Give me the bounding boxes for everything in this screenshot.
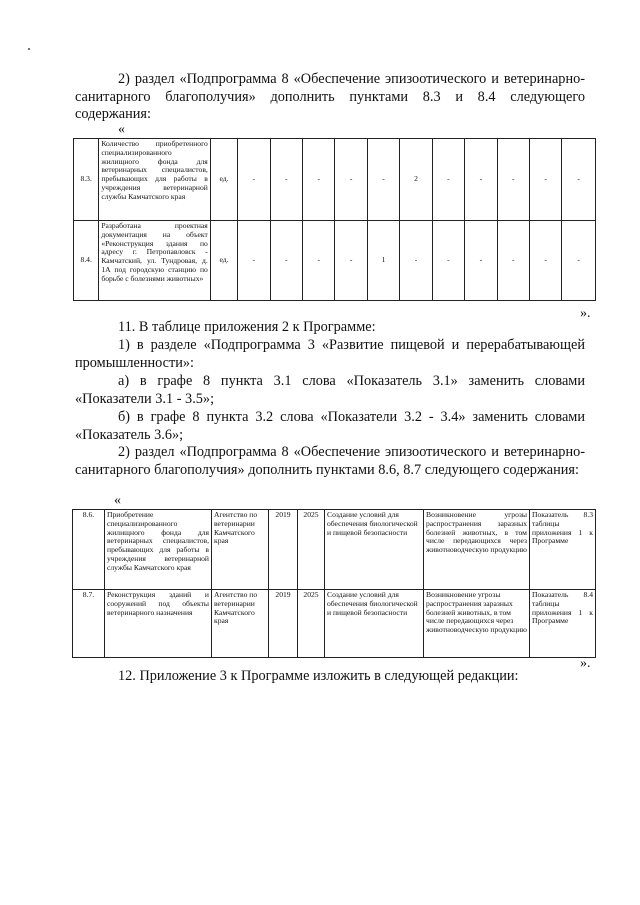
value-cell: - bbox=[238, 139, 270, 221]
table-row bbox=[73, 590, 596, 658]
value-cell: - bbox=[465, 221, 497, 301]
start-year: 2019 bbox=[269, 510, 298, 590]
value-cell: 2 bbox=[400, 139, 432, 221]
value-cell: - bbox=[400, 221, 432, 301]
end-year: 2025 bbox=[298, 590, 325, 658]
open-quote-1: « bbox=[118, 122, 125, 137]
value-cell: - bbox=[497, 221, 529, 301]
value-cell: - bbox=[497, 139, 529, 221]
value-cell: - bbox=[562, 139, 596, 221]
value-cell: - bbox=[529, 221, 561, 301]
consequence-cell: Возникновение угрозы распространения заразных болезней животных, в том числе передающихся через животноводческую продукцию bbox=[424, 590, 530, 658]
expected-result: Создание условий для обеспечения биологической и пищевой безопасности bbox=[325, 590, 424, 658]
row-number: 8.7. bbox=[73, 590, 105, 658]
table-indicators bbox=[73, 138, 596, 301]
table-measures bbox=[72, 509, 596, 658]
value-cell: - bbox=[432, 221, 464, 301]
value-cell: - bbox=[432, 139, 464, 221]
value-cell: 1 bbox=[367, 221, 399, 301]
executor-cell: Агентство по ветеринарии Камчатского края bbox=[212, 510, 269, 590]
paragraph-section3: 1) в разделе «Подпрограмма 3 «Развитие пищевой и перерабатывающей промышленности»: bbox=[75, 337, 585, 371]
value-cell: - bbox=[303, 221, 335, 301]
indicator-name: Разработана проектная документация на объект «Реконструкция здания по адресу г. Петропавловск - Камчатский, ул. Тундровая, д. 1А под городскую станцию по борьбе с болезнями животных» bbox=[99, 221, 210, 301]
unit-cell: ед. bbox=[210, 139, 237, 221]
paragraph-sub-a: а) в графе 8 пункта 3.1 слова «Показатель 3.1» заменить словами «Показатели 3.1 - 3.5»; bbox=[75, 373, 585, 407]
consequence-cell: Возникновение угрозы распространения заразных болезней животных, в том числе передающихся через животноводческую продукцию bbox=[424, 510, 530, 590]
close-quote-2: ». bbox=[580, 656, 591, 671]
row-number: 8.6. bbox=[73, 510, 105, 590]
table-row bbox=[73, 510, 596, 590]
table-row bbox=[74, 221, 596, 301]
value-cell: - bbox=[562, 221, 596, 301]
expected-result: Создание условий для обеспечения биологической и пищевой безопасности bbox=[325, 510, 424, 590]
close-quote-1: ». bbox=[580, 306, 591, 321]
scan-speck bbox=[28, 48, 30, 50]
paragraph-item-12: 12. Приложение 3 к Программе изложить в следующей редакции: bbox=[118, 668, 519, 684]
value-cell: - bbox=[335, 139, 367, 221]
executor-cell: Агентство по ветеринарии Камчатского края bbox=[212, 590, 269, 658]
paragraph-section8-items: 2) раздел «Подпрограмма 8 «Обеспечение эпизоотического и ветеринарно-санитарного благополучия» дополнить пунктами 8.6, 8.7 следующего содержания: bbox=[75, 444, 585, 478]
indicator-link: Показатель 8.3 таблицы приложения 1 к Программе bbox=[530, 510, 596, 590]
value-cell: - bbox=[303, 139, 335, 221]
indicator-name: Количество приобретенного специализированного жилищного фонда для ветеринарных специалистов, пребывающих для работы в учреждения ветеринарной службы Камчатского края bbox=[99, 139, 210, 221]
row-number: 8.4. bbox=[74, 221, 99, 301]
measure-name: Приобретение специализированного жилищного фонда для ветеринарных специалистов, пребывающих для работы в учреждения ветеринарной службы Камчатского края bbox=[105, 510, 212, 590]
value-cell: - bbox=[367, 139, 399, 221]
value-cell: - bbox=[238, 221, 270, 301]
unit-cell: ед. bbox=[210, 221, 237, 301]
open-quote-2: « bbox=[114, 493, 121, 508]
value-cell: - bbox=[270, 139, 302, 221]
value-cell: - bbox=[335, 221, 367, 301]
end-year: 2025 bbox=[298, 510, 325, 590]
indicator-link: Показатель 8.4 таблицы приложения 1 к Программе bbox=[530, 590, 596, 658]
paragraph-sub-b: б) в графе 8 пункта 3.2 слова «Показатели 3.2 - 3.4» заменить словами «Показатель 3.6»; bbox=[75, 409, 585, 443]
start-year: 2019 bbox=[269, 590, 298, 658]
value-cell: - bbox=[465, 139, 497, 221]
value-cell: - bbox=[270, 221, 302, 301]
paragraph-section8-intro: 2) раздел «Подпрограмма 8 «Обеспечение эпизоотического и ветеринарно-санитарного благополучия» дополнить пунктами 8.3 и 8.4 следующего содержания: bbox=[75, 71, 585, 122]
value-cell: - bbox=[529, 139, 561, 221]
table-row bbox=[74, 139, 596, 221]
row-number: 8.3. bbox=[74, 139, 99, 221]
measure-name: Реконструкция зданий и сооружений под объекты ветеринарного назначения bbox=[105, 590, 212, 658]
paragraph-item-11: 11. В таблице приложения 2 к Программе: bbox=[118, 319, 376, 335]
